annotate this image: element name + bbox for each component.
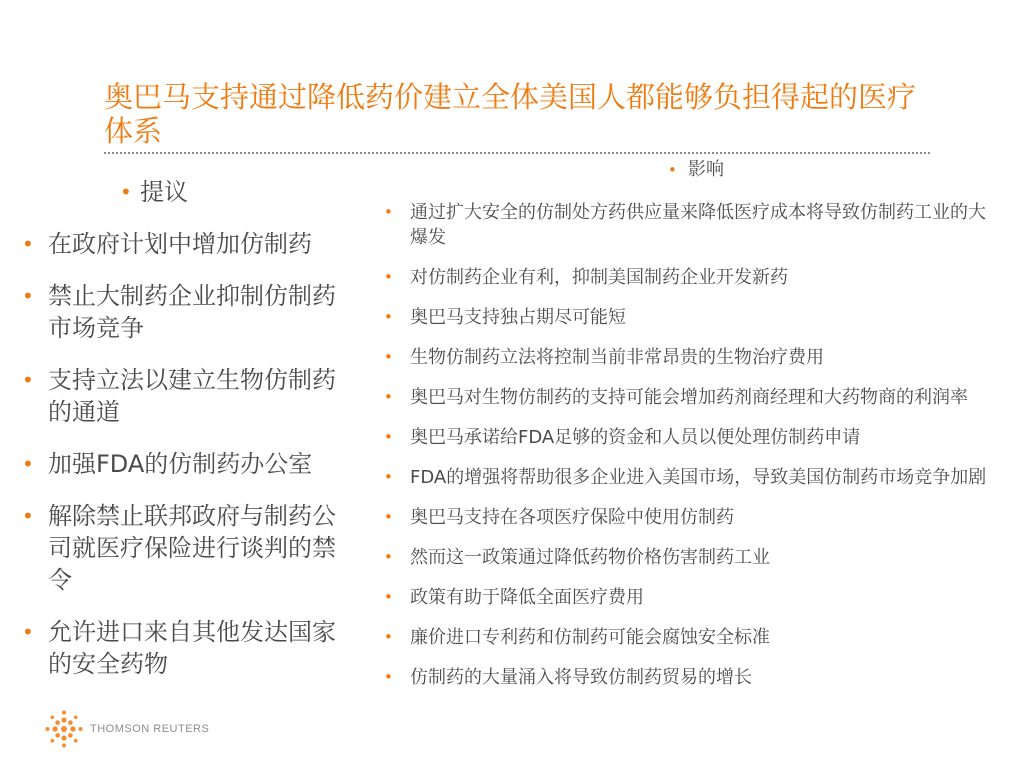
bullet-icon: • bbox=[384, 428, 393, 446]
bullet-icon: • bbox=[120, 180, 132, 204]
slide-title: 奥巴马支持通过降低药价建立全体美国人都能够负担得起的医疗体系 bbox=[104, 80, 917, 148]
bullet-icon: • bbox=[384, 388, 393, 406]
impact-text: 仿制药的大量涌入将导致仿制药贸易的增长 bbox=[410, 667, 752, 688]
proposal-item bbox=[22, 228, 342, 260]
proposal-item bbox=[22, 616, 342, 680]
bullet-icon: • bbox=[22, 504, 34, 528]
thomson-reuters-logo bbox=[44, 714, 209, 744]
impact-item bbox=[384, 345, 1002, 370]
proposals-header-label: 提议 bbox=[140, 178, 188, 206]
proposal-text: 允许进口来自其他发达国家的安全药物 bbox=[48, 618, 336, 678]
reuters-dots-icon bbox=[44, 709, 84, 749]
impacts-header-label: 影响 bbox=[688, 159, 724, 180]
bullet-icon: • bbox=[22, 284, 34, 308]
proposals-list bbox=[22, 228, 342, 700]
impact-text: 奥巴马承诺给FDA足够的资金和人员以便处理仿制药申请 bbox=[410, 427, 861, 448]
impacts-list bbox=[384, 200, 1002, 705]
bullet-icon: • bbox=[384, 348, 393, 366]
impact-text: FDA的增强将帮助很多企业进入美国市场，导致美国仿制药市场竞争加剧 bbox=[410, 467, 987, 488]
proposal-item bbox=[22, 448, 342, 480]
impacts-header bbox=[668, 158, 724, 182]
impact-item bbox=[384, 385, 1002, 410]
bullet-icon: • bbox=[384, 203, 393, 221]
bullet-icon: • bbox=[22, 232, 34, 256]
impact-item bbox=[384, 465, 1002, 490]
bullet-icon: • bbox=[384, 268, 393, 286]
proposal-text: 加强FDA的仿制药办公室 bbox=[48, 450, 313, 478]
proposal-text: 在政府计划中增加仿制药 bbox=[48, 230, 312, 258]
impact-text: 奥巴马支持在各项医疗保险中使用仿制药 bbox=[410, 507, 734, 528]
bullet-icon: • bbox=[384, 468, 393, 486]
bullet-icon: • bbox=[384, 588, 393, 606]
impact-item bbox=[384, 545, 1002, 570]
bullet-icon: • bbox=[384, 548, 393, 566]
bullet-icon: • bbox=[22, 620, 34, 644]
impact-item bbox=[384, 200, 1002, 250]
bullet-icon: • bbox=[22, 452, 34, 476]
title-divider bbox=[104, 152, 930, 154]
impact-text: 生物仿制药立法将控制当前非常昂贵的生物治疗费用 bbox=[410, 347, 824, 368]
impact-item bbox=[384, 505, 1002, 530]
proposal-text: 支持立法以建立生物仿制药的通道 bbox=[48, 366, 336, 426]
impact-text: 奥巴马对生物仿制药的支持可能会增加药剂商经理和大药物商的利润率 bbox=[410, 387, 968, 408]
proposal-text: 解除禁止联邦政府与制药公司就医疗保险进行谈判的禁令 bbox=[48, 502, 336, 594]
impact-item bbox=[384, 665, 1002, 690]
proposal-text: 禁止大制药企业抑制仿制药市场竞争 bbox=[48, 282, 336, 342]
proposal-item bbox=[22, 500, 342, 596]
impact-item bbox=[384, 585, 1002, 610]
logo-wordmark: THOMSON REUTERS bbox=[90, 723, 210, 735]
impact-text: 政策有助于降低全面医疗费用 bbox=[410, 587, 644, 608]
impact-text: 对仿制药企业有利，抑制美国制药企业开发新药 bbox=[410, 267, 788, 288]
impact-item bbox=[384, 425, 1002, 450]
impact-item bbox=[384, 265, 1002, 290]
proposals-header bbox=[120, 176, 188, 208]
impact-text: 奥巴马支持独占期尽可能短 bbox=[410, 307, 626, 328]
impact-text: 廉价进口专利药和仿制药可能会腐蚀安全标准 bbox=[410, 627, 770, 648]
proposal-item bbox=[22, 280, 342, 344]
impact-text: 通过扩大安全的仿制处方药供应量来降低医疗成本将导致仿制药工业的大爆发 bbox=[410, 202, 986, 248]
impact-item bbox=[384, 305, 1002, 330]
impact-item bbox=[384, 625, 1002, 650]
bullet-icon: • bbox=[668, 161, 677, 179]
impact-text: 然而这一政策通过降低药物价格伤害制药工业 bbox=[410, 547, 770, 568]
bullet-icon: • bbox=[384, 308, 393, 326]
proposal-item bbox=[22, 364, 342, 428]
bullet-icon: • bbox=[384, 668, 393, 686]
bullet-icon: • bbox=[22, 368, 34, 392]
bullet-icon: • bbox=[384, 508, 393, 526]
bullet-icon: • bbox=[384, 628, 393, 646]
